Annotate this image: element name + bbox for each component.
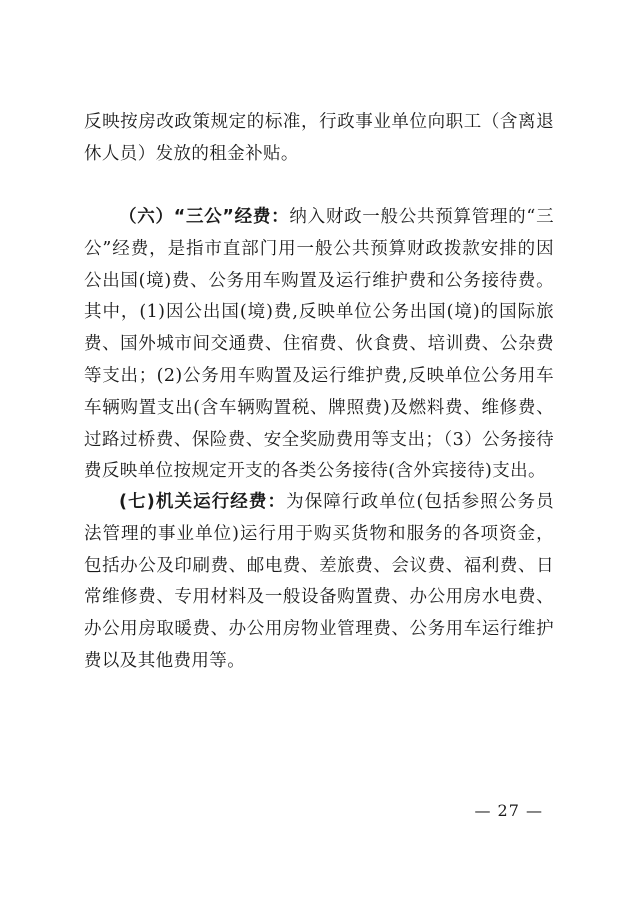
section-heading-three-public: （六）“三公”经费：: [119, 207, 290, 227]
paragraph-three-public-text: 纳入财政一般公共预算管理的“三公”经费，是指市直部门用一般公共预算财政拨款安排的因公出国(境)费、公务用车购置及运行维护费和公务接待费。其中，(1)因公出国(境)费,反映单位公务出国(境)的国际旅费、国外城市间交通费、住宿费、伙食费、培训费、公杂费等支出；(2)公务用车购置及运行维护费,反映单位公务用车车辆购置支出(含车辆购置税、牌照费)及燃料费、维修费、过路过桥费、保险费、安全奖励费用等支出；（3）公务接待费反映单位按规定开支的各类公务接待(含外宾接待)支出。: [84, 207, 554, 482]
paragraph-operating-text: 为保障行政单位(包括参照公务员法管理的事业单位)运行用于购买货物和服务的各项资金，包括办公及印刷费、邮电费、差旅费、会议费、福利费、日常维修费、专用材料及一般设备购置费、办公用房水电费、办公用房取暖费、办公用房物业管理费、公务用车运行维护费以及其他费用等。: [84, 492, 554, 671]
paragraph-three-public-expenses: [84, 202, 554, 488]
page-number: — 27 —: [474, 801, 543, 820]
section-heading-operating: (七)机关运行经费：: [119, 492, 287, 512]
paragraph-rent-subsidy-text: 反映按房改政策规定的标准，行政事业单位向职工（含离退休人员）发放的租金补贴。: [84, 112, 554, 164]
paragraph-operating-expenses: [84, 487, 554, 678]
paragraph-rent-subsidy: [84, 107, 554, 171]
